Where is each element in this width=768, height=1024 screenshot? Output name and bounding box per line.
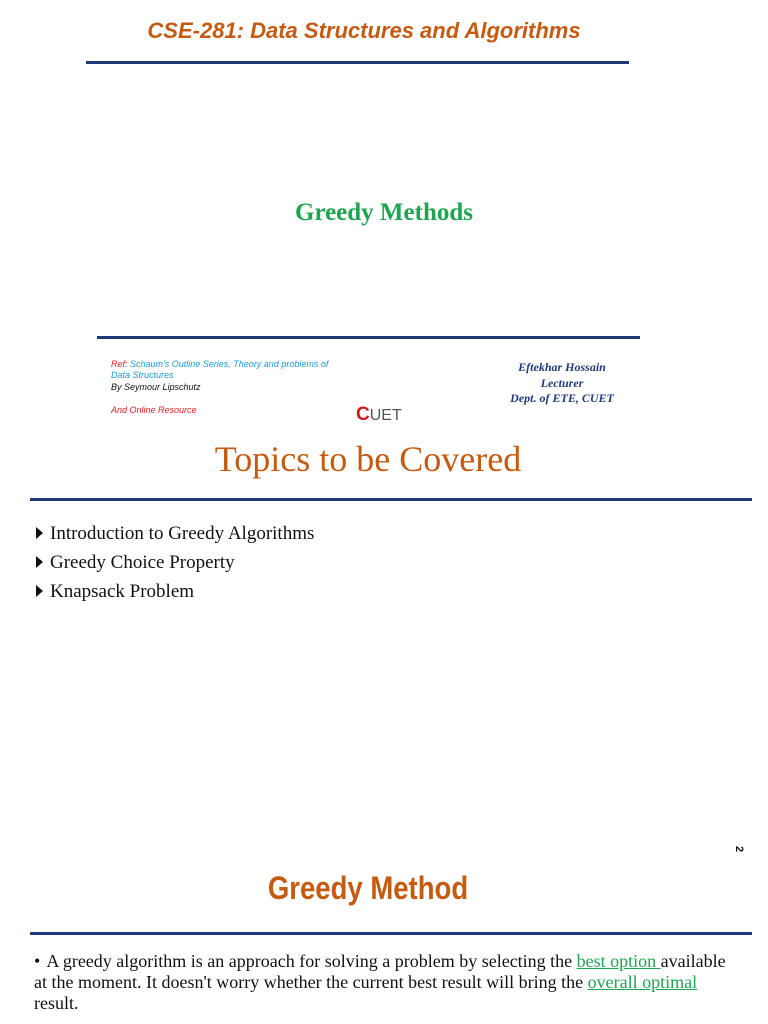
slide-title-greedy-method: Greedy Method	[267, 870, 469, 906]
author-name: Eftekhar Hossain	[518, 360, 606, 374]
topics-divider	[30, 498, 752, 501]
highlight-overall-optimal: overall optimal	[587, 972, 698, 992]
reference-label: Ref:	[111, 359, 128, 369]
paragraph-text: available at the moment. It doesn't worry whether the current best result will bring the	[34, 951, 726, 992]
topic-item	[36, 522, 314, 546]
reference-divider	[97, 336, 640, 339]
greedy-definition-paragraph	[34, 951, 734, 1014]
reference-book-title-cont: Data Structures	[111, 370, 174, 380]
topic-item	[36, 551, 235, 575]
bullet-glyph: •	[34, 951, 41, 971]
paragraph-text: A greedy algorithm is an approach for solving a problem by selecting the	[46, 951, 573, 971]
cuet-logo-c: C	[356, 404, 370, 425]
topic-label: Knapsack Problem	[50, 581, 195, 602]
paragraph-text: result.	[34, 993, 79, 1013]
cuet-logo	[356, 405, 402, 426]
author-role: Lecturer	[540, 376, 584, 390]
slide-title-greedy-methods: Greedy Methods	[295, 199, 473, 226]
slide-title-topics: Topics to be Covered	[214, 439, 522, 479]
course-title: CSE-281: Data Structures and Algorithms	[147, 18, 581, 43]
reference-online: And Online Resource	[111, 405, 197, 415]
greedy-divider	[30, 932, 752, 935]
highlight-best-option: best option	[576, 951, 661, 971]
triangle-bullet-icon	[36, 556, 43, 568]
topic-item	[36, 580, 194, 604]
topic-label: Greedy Choice Property	[50, 552, 235, 573]
author-dept: Dept. of ETE, CUET	[510, 391, 614, 405]
topic-label: Introduction to Greedy Algorithms	[50, 523, 315, 544]
reference-line	[111, 359, 328, 370]
title-divider	[86, 61, 629, 64]
triangle-bullet-icon	[36, 585, 43, 597]
reference-book-title: Schaum's Outline Series, Theory and problems of	[130, 359, 329, 369]
page-number: 2	[733, 845, 746, 853]
cuet-logo-text: UET	[369, 407, 402, 424]
reference-author: By Seymour Lipschutz	[111, 382, 201, 392]
triangle-bullet-icon	[36, 527, 43, 539]
